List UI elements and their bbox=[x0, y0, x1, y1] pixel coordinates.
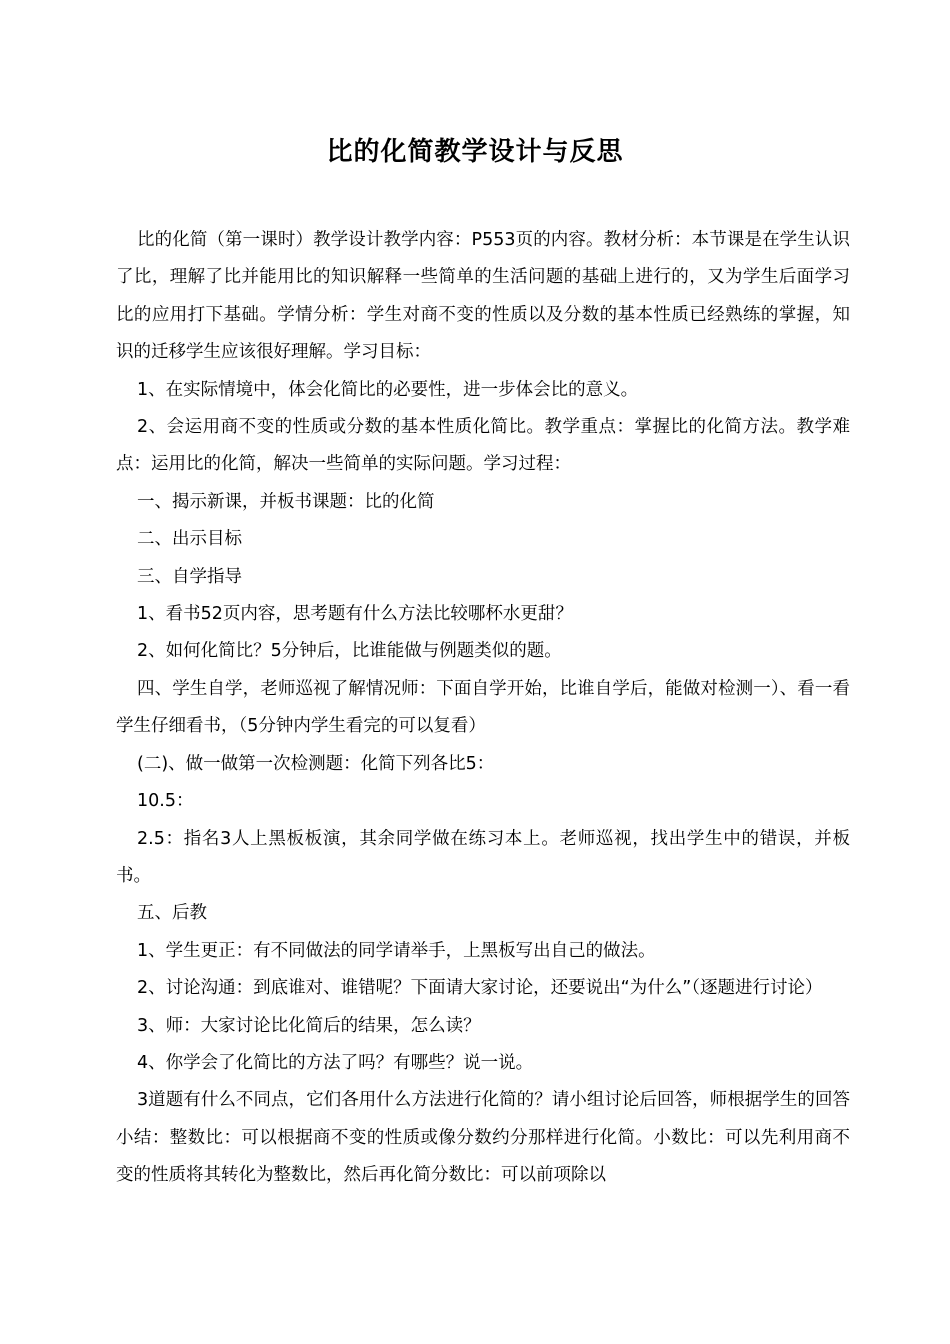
paragraph-summary: 3道题有什么不同点，它们各用什么方法进行化简的？请小组讨论后回答，师根据学生的回答小结：整数比：可以根据商不变的性质或像分数约分那样进行化简。小数比：可以先利用商不变的性质将其转化为整数比，然后再化简分数比：可以前项除以 bbox=[116, 1090, 850, 1186]
paragraph-after-1: 1、学生更正：有不同做法的同学请举手，上黑板写出自己的做法。 bbox=[137, 940, 656, 961]
document-body bbox=[116, 222, 850, 1195]
paragraph-step-5: 五、后教 bbox=[137, 903, 207, 924]
document-title: 比的化简教学设计与反思 bbox=[326, 137, 624, 167]
paragraph-goal-1: 1、在实际情境中，体会化简比的必要性，进一步体会比的意义。 bbox=[137, 379, 639, 400]
paragraph-ratio-1: 10.5： bbox=[137, 791, 194, 812]
paragraph-step-2: 二、出示目标 bbox=[137, 529, 242, 550]
paragraph-step-4: 四、学生自学，老师巡视了解情况师：下面自学开始，比谁自学后，能做对检测一）、看一看学生仔细看书，（5分钟内学生看完的可以复看） bbox=[116, 678, 850, 737]
paragraph-check: (二)、做一做第一次检测题：化简下列各比5： bbox=[137, 753, 495, 774]
paragraph-after-3: 3、师：大家讨论比化简后的结果，怎么读？ bbox=[137, 1015, 481, 1036]
paragraph-guide-2: 2、如何化简比？5分钟后，比谁能做与例题类似的题。 bbox=[137, 641, 562, 662]
paragraph-intro: 比的化简（第一课时）教学设计教学内容：P553页的内容。教材分析：本节课是在学生认识了比，理解了比并能用比的知识解释一些简单的生活问题的基础上进行的，又为学生后面学习比的应用打下基础。学情分析：学生对商不变的性质以及分数的基本性质已经熟练的掌握，知识的迁移学生应该很好理解。学习目标： bbox=[116, 230, 850, 363]
paragraph-step-3: 三、自学指导 bbox=[137, 566, 242, 587]
paragraph-goal-2: 2、会运用商不变的性质或分数的基本性质化简比。教学重点：掌握比的化简方法。教学难点：运用比的化简，解决一些简单的实际问题。学习过程： bbox=[116, 417, 850, 475]
paragraph-after-2: 2、讨论沟通：到底谁对、谁错呢？下面请大家讨论，还要说出“为什么”（逐题进行讨论） bbox=[137, 978, 823, 999]
paragraph-ratio-2: 2.5：指名3人上黑板板演，其余同学做在练习本上。老师巡视，找出学生中的错误，并板书。 bbox=[116, 828, 850, 886]
paragraph-step-1: 一、揭示新课，并板书课题：比的化简 bbox=[137, 491, 435, 512]
paragraph-after-4: 4、你学会了化简比的方法了吗？有哪些？说一说。 bbox=[137, 1052, 534, 1073]
paragraph-guide-1: 1、看书52页内容，思考题有什么方法比较哪杯水更甜？ bbox=[137, 604, 573, 625]
